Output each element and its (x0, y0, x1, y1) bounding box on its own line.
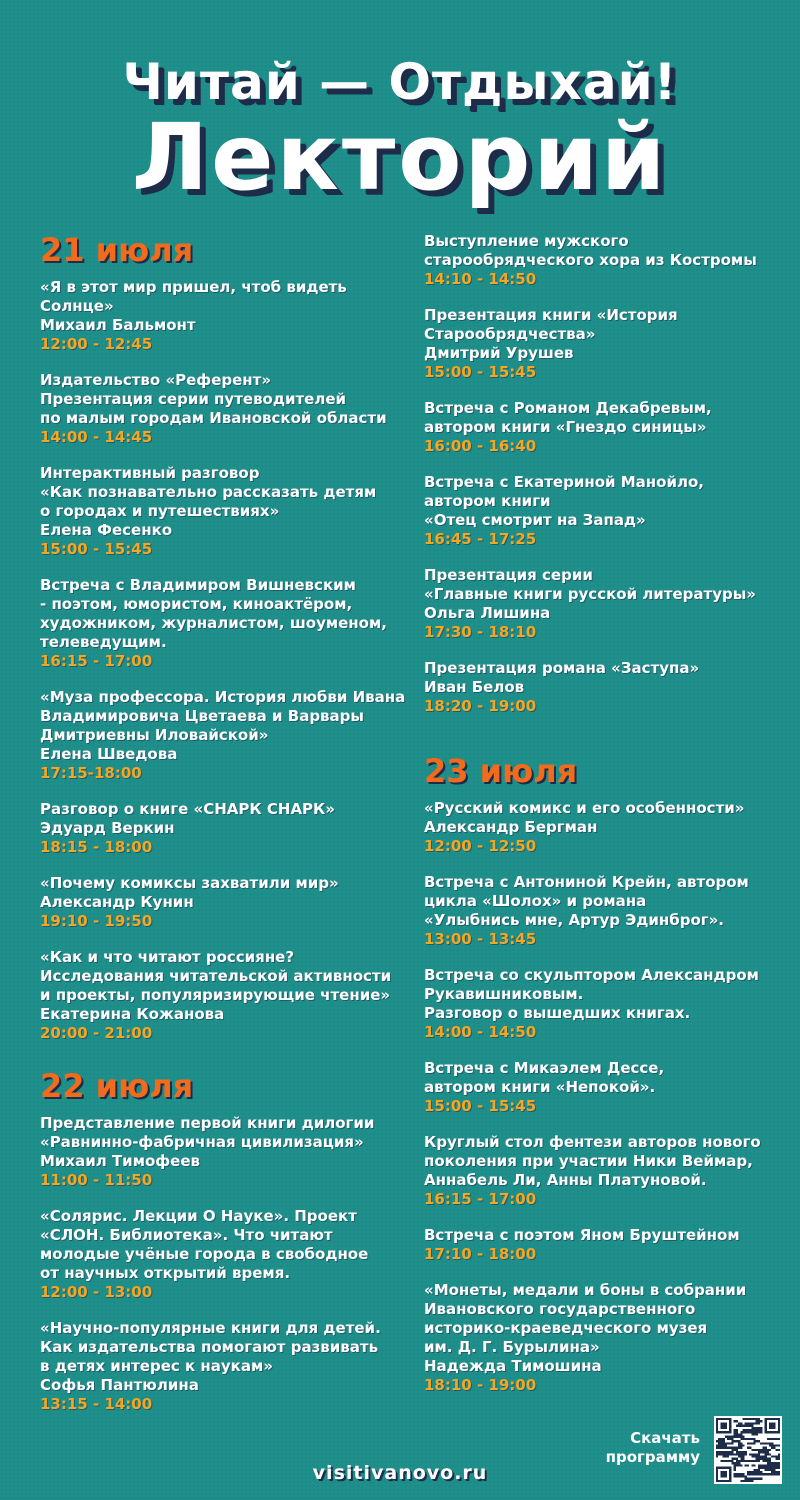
date-heading: 21 июля (40, 231, 194, 269)
event-title: «Почему комиксы захватили мир» Александр Кунин (40, 874, 339, 911)
event-time: 18:20 - 19:00 (424, 697, 537, 715)
event-time: 18:15 - 18:00 (40, 838, 153, 856)
event-title: Встреча с поэтом Яном Бруштейном (424, 1226, 740, 1244)
event-time: 15:00 - 15:45 (424, 363, 537, 381)
program-event (424, 1281, 774, 1395)
program-event (40, 1207, 410, 1302)
event-title: «Муза профессора. История любви Ивана Владимировича Цветаева и Варвары Дмитриевны Иловайской» Елена Шведова (40, 688, 406, 763)
program-event (424, 873, 774, 949)
program-event (424, 1226, 774, 1264)
site-link[interactable]: visitivanovo.ru (312, 1462, 488, 1484)
event-title: «Научно-популярные книги для детей. Как издательства помогают развивать в детях интерес к наукам» Софья Пантюлина (40, 1319, 381, 1394)
program-event (40, 1114, 410, 1190)
event-time: 12:00 - 12:45 (40, 335, 153, 353)
event-time: 13:00 - 13:45 (424, 930, 537, 948)
event-time: 16:00 - 16:40 (424, 437, 537, 455)
program-event (40, 948, 410, 1043)
event-title: «Солярис. Лекции О Науке». Проект «СЛОН. Библиотека». Что читают молодые учёные города в свободное от научных открытий время. (40, 1207, 369, 1282)
date-heading: 22 июля (40, 1067, 194, 1105)
event-time: 20:00 - 21:00 (40, 1024, 153, 1042)
program-event (424, 659, 774, 716)
event-title: Встреча с Романом Декабревым, автором книги «Гнездо синицы» (424, 399, 712, 436)
event-title: Презентация книги «История Старообрядчества» Дмитрий Урушев (424, 306, 678, 362)
event-title: Круглый стол фентези авторов нового поколения при участии Ники Веймар, Аннабель Ли, Анны Платуновой. (424, 1133, 761, 1189)
program-event (424, 473, 774, 549)
event-title: Представление первой книги дилогии «Равнинно-фабричная цивилизация» Михаил Тимофеев (40, 1114, 375, 1170)
event-title: Встреча с Антониной Крейн, автором цикла «Шолох» и романа «Улыбнись мне, Артур Эдинброг». (424, 873, 749, 929)
program-event (424, 1133, 774, 1209)
program-event (424, 399, 774, 456)
program-event (40, 464, 410, 559)
title-line-2: Лекторий (131, 104, 669, 211)
program-event (40, 576, 410, 671)
event-title: Выступление мужского старообрядческого хора из Костромы (424, 232, 757, 269)
event-title: Встреча со скульптором Александром Рукавишниковым. Разговор о вышедших книгах. (424, 966, 759, 1022)
event-time: 14:00 - 14:50 (424, 1023, 537, 1041)
event-time: 15:00 - 15:45 (424, 1097, 537, 1115)
event-time: 11:00 - 11:50 (40, 1171, 153, 1189)
event-title: Презентация серии «Главные книги русской литературы» Ольга Лишина (424, 566, 756, 622)
event-time: 16:15 - 17:00 (424, 1190, 537, 1208)
program-event (40, 278, 410, 354)
program-event (40, 371, 410, 447)
event-time: 12:00 - 12:50 (424, 837, 537, 855)
program-event (40, 874, 410, 931)
event-time: 16:15 - 17:00 (40, 652, 153, 670)
event-time: 16:45 - 17:25 (424, 530, 537, 548)
event-time: 17:10 - 18:00 (424, 1245, 537, 1263)
program-column-right (424, 232, 774, 1412)
program-event (424, 966, 774, 1042)
program-event (424, 232, 774, 289)
event-time: 15:00 - 15:45 (40, 540, 153, 558)
event-time: 19:10 - 19:50 (40, 912, 153, 930)
event-time: 13:15 - 14:00 (40, 1395, 153, 1413)
download-program-label[interactable]: Скачать программу (605, 1429, 700, 1466)
event-time: 18:10 - 19:00 (424, 1376, 537, 1394)
program-event (40, 1319, 410, 1414)
event-title: «Я в этот мир пришел, чтоб видеть Солнце» Михаил Бальмонт (40, 278, 347, 334)
event-time: 12:00 - 13:00 (40, 1283, 153, 1301)
program-event (424, 306, 774, 382)
event-title: Интерактивный разговор «Как познавательно рассказать детям о городах и путешествиях» Елена Фесенко (40, 464, 377, 539)
event-time: 17:30 - 18:10 (424, 623, 537, 641)
program-column-left (40, 232, 410, 1431)
date-heading: 23 июля (424, 752, 578, 790)
event-title: Презентация романа «Заступа» Иван Белов (424, 659, 700, 696)
event-title: «Как и что читают россияне? Исследования читательской активности и проекты, популяризирующие чтение» Екатерина Кожанова (40, 948, 392, 1023)
event-title: «Русский комикс и его особенности» Александр Бергман (424, 799, 745, 836)
event-title: Разговор о книге «СНАРК СНАРК» Эдуард Веркин (40, 800, 335, 837)
program-event (40, 800, 410, 857)
event-title: «Монеты, медали и боны в собрании Ивановского государственного историко-краеведческого музея им. Д. Г. Бурылина» Надежда Тимошина (424, 1281, 747, 1375)
event-title: Встреча с Екатериной Манойло, автором книги «Отец смотрит на Запад» (424, 473, 704, 529)
event-title: Издательство «Референт» Презентация серии путеводителей по малым городам Ивановской области (40, 371, 387, 427)
event-title: Встреча с Микаэлем Дессе, автором книги «Непокой». (424, 1059, 665, 1096)
event-time: 14:10 - 14:50 (424, 270, 537, 288)
event-time: 14:00 - 14:45 (40, 428, 153, 446)
title-line-1: Читай — Отдыхай! (122, 53, 678, 111)
program-event (424, 1059, 774, 1116)
program-event (424, 566, 774, 642)
event-time: 17:15-18:00 (40, 764, 142, 782)
program-event (424, 799, 774, 856)
event-title: Встреча с Владимиром Вишневским - поэтом, юмористом, киноактёром, художником, журналистом, шоуменом, телеведущим. (40, 576, 387, 651)
program-event (40, 688, 410, 783)
